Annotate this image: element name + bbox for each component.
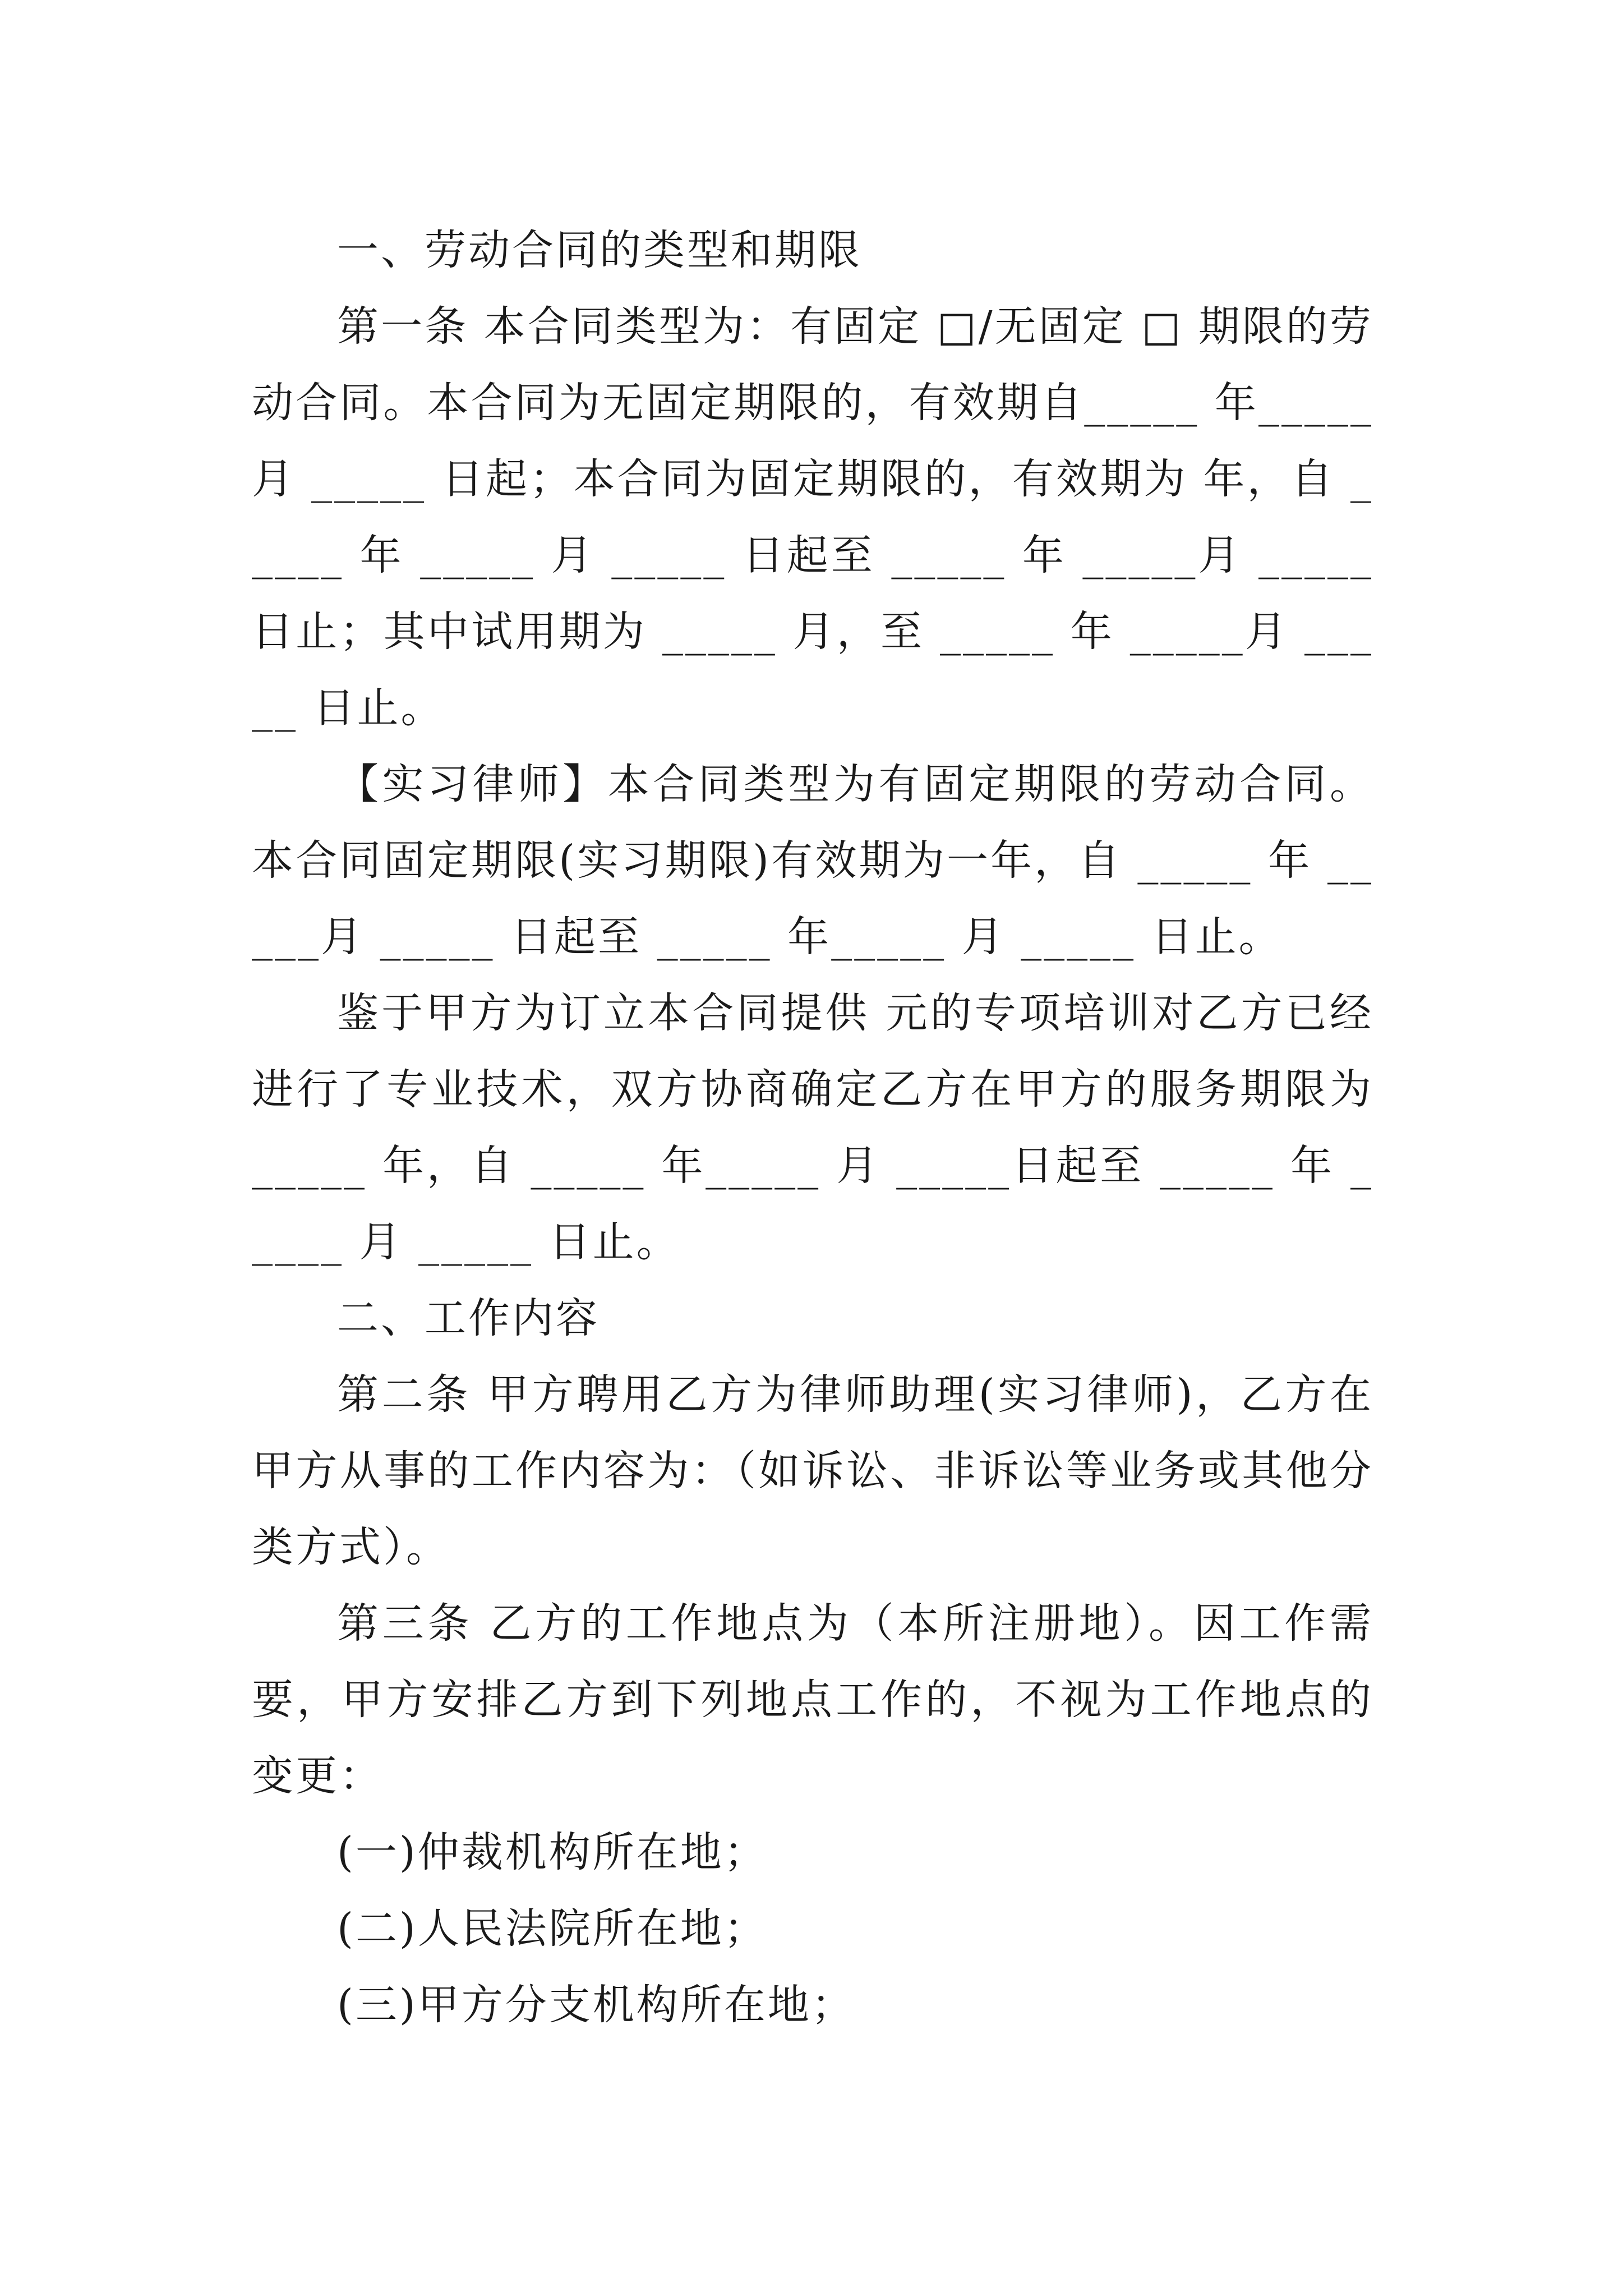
list-item-arbitration: (一)仲裁机构所在地； [337,1828,768,1876]
list-item-branch: (三)甲方分支机构所在地； [337,1981,855,2029]
list-item-court: (二)人民法院所在地； [337,1904,768,1953]
section-heading-work-content: 二、工作内容 [337,1294,600,1342]
section-heading-contract-type: 一、劳动合同的类型和期限 [337,226,862,274]
article-3-paragraph: 第三条 乙方的工作地点为（本所注册地）。因工作需要，甲方安排乙方到下列地点工作的，不视为工作地点的变更： [252,1599,1373,1800]
article-1-paragraph: 第一条 本合同类型为：有固定 □/无固定 □ 期限的劳动合同。本合同为无固定期限的，有效期自_____ 年_____月 _____ 日起；本合同为固定期限的，有效期为 年，自 _____ 年 _____ 月 _____ 日起至 _____ 年 _____月 _____ 日止；其中试用期为 _____ 月，至 _____ 年 _____月 _____ 日止。 [252,302,1373,732]
intern-lawyer-paragraph: 【实习律师】本合同类型为有固定期限的劳动合同。本合同固定期限(实习期限)有效期为一年，自 _____ 年 _____月 _____ 日起至 _____ 年_____ 月 _____ 日止。 [252,760,1373,961]
service-period-paragraph: 鉴于甲方为订立本合同提供 元的专项培训对乙方已经进行了专业技术，双方协商确定乙方在甲方的服务期限为 _____ 年，自 _____ 年_____ 月 _____日起至 _____ 年 _____ 月 _____ 日止。 [252,989,1373,1266]
document-body [252,212,1373,2043]
article-2-paragraph: 第二条 甲方聘用乙方为律师助理(实习律师)，乙方在甲方从事的工作内容为：（如诉讼、非诉讼等业务或其他分类方式）。 [252,1370,1373,1571]
